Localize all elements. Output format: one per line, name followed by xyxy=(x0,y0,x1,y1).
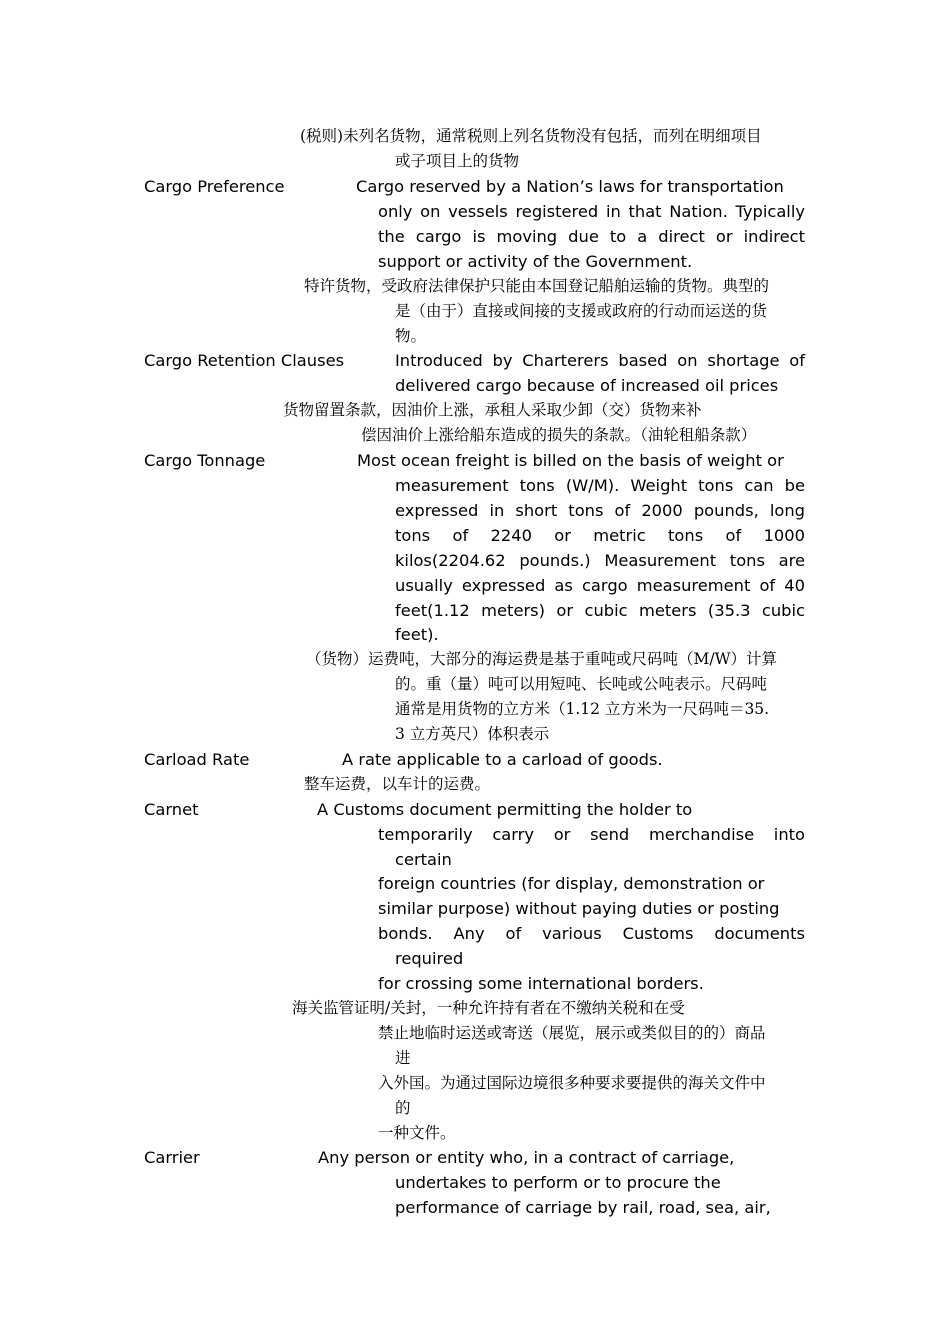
definition-line: only on vessels registered in that Nation. Typically xyxy=(378,202,805,221)
translation-line: 3 立方英尺）体积表示 xyxy=(395,725,550,743)
definition-line: usually expressed as cargo measurement of 40 xyxy=(395,576,805,595)
definition-line: required xyxy=(395,949,464,968)
definition-line: Introduced by Charterers based on shortage of xyxy=(395,351,805,370)
definition-line: undertakes to perform or to procure the xyxy=(395,1173,721,1192)
term-cargo-tonnage: Cargo Tonnage xyxy=(144,451,266,470)
definition-line: for crossing some international borders. xyxy=(378,974,704,993)
translation-line: 禁止地临时运送或寄送（展览，展示或类似目的的）商品 xyxy=(378,1024,766,1042)
translation-line: 是（由于）直接或间接的支援或政府的行动而运送的货 xyxy=(395,302,768,320)
definition-line: performance of carriage by rail, road, sea, air, xyxy=(395,1198,771,1217)
term-carnet: Carnet xyxy=(144,800,199,819)
definition-line: certain xyxy=(395,850,452,869)
definition-line: tons of 2240 or metric tons of 1000 xyxy=(395,526,805,545)
definition-line: Cargo reserved by a Nation’s laws for transportation xyxy=(356,177,784,196)
definition-line: measurement tons (W/M). Weight tons can be xyxy=(395,476,805,495)
term-carrier: Carrier xyxy=(144,1148,200,1167)
definition-line: feet). xyxy=(395,625,439,644)
definition-line: support or activity of the Government. xyxy=(378,252,693,271)
definition-line: feet(1.12 meters) or cubic meters (35.3 cubic xyxy=(395,601,805,620)
translation-line: 海关监管证明/关封，一种允许持有者在不缴纳关税和在受 xyxy=(292,999,685,1017)
definition-line: A rate applicable to a carload of goods. xyxy=(342,750,663,769)
translation-line: 物。 xyxy=(395,327,427,345)
term-carload-rate: Carload Rate xyxy=(144,750,250,769)
definition-line: A Customs document permitting the holder to xyxy=(317,800,693,819)
definition-line: bonds. Any of various Customs documents xyxy=(378,924,805,943)
translation-line: （货物）运费吨，大部分的海运费是基于重吨或尺码吨（M/W）计算 xyxy=(306,650,778,668)
definition-line: delivered cargo because of increased oil prices xyxy=(395,376,779,395)
intro-translation-line: (税则)未列名货物，通常税则上列名货物没有包括，而列在明细项目 xyxy=(300,127,762,145)
translation-line: 特许货物，受政府法律保护只能由本国登记船舶运输的货物。典型的 xyxy=(304,277,770,295)
definition-line: kilos(2204.62 pounds.) Measurement tons are xyxy=(395,551,805,570)
term-cargo-preference: Cargo Preference xyxy=(144,177,285,196)
translation-line: 的。重（量）吨可以用短吨、长吨或公吨表示。尺码吨 xyxy=(395,675,768,693)
term-cargo-retention-clauses: Cargo Retention Clauses xyxy=(144,351,345,370)
definition-line: temporarily carry or send merchandise into xyxy=(378,825,805,844)
translation-line: 通常是用货物的立方米（1.12 立方米为一尺码吨＝35. xyxy=(395,700,770,718)
translation-line: 整车运费，以车计的运费。 xyxy=(304,775,491,793)
translation-line: 货物留置条款，因油价上涨，承租人采取少卸（交）货物来补 xyxy=(283,401,702,419)
definition-line: expressed in short tons of 2000 pounds, long xyxy=(395,501,805,520)
definition-line: foreign countries (for display, demonstration or xyxy=(378,874,765,893)
intro-translation-line: 或子项目上的货物 xyxy=(395,152,520,170)
translation-line: 偿因油价上涨给船东造成的损失的条款。（油轮租船条款） xyxy=(361,426,757,444)
definition-line: Any person or entity who, in a contract of carriage, xyxy=(318,1148,735,1167)
translation-line: 的 xyxy=(395,1099,411,1117)
translation-line: 进 xyxy=(395,1049,411,1067)
translation-line: 一种文件。 xyxy=(378,1124,456,1142)
translation-line: 入外国。为通过国际边境很多种要求要提供的海关文件中 xyxy=(378,1074,766,1092)
definition-line: similar purpose) without paying duties or posting xyxy=(378,899,780,918)
definition-line: the cargo is moving due to a direct or indirect xyxy=(378,227,805,246)
definition-line: Most ocean freight is billed on the basis of weight or xyxy=(357,451,784,470)
